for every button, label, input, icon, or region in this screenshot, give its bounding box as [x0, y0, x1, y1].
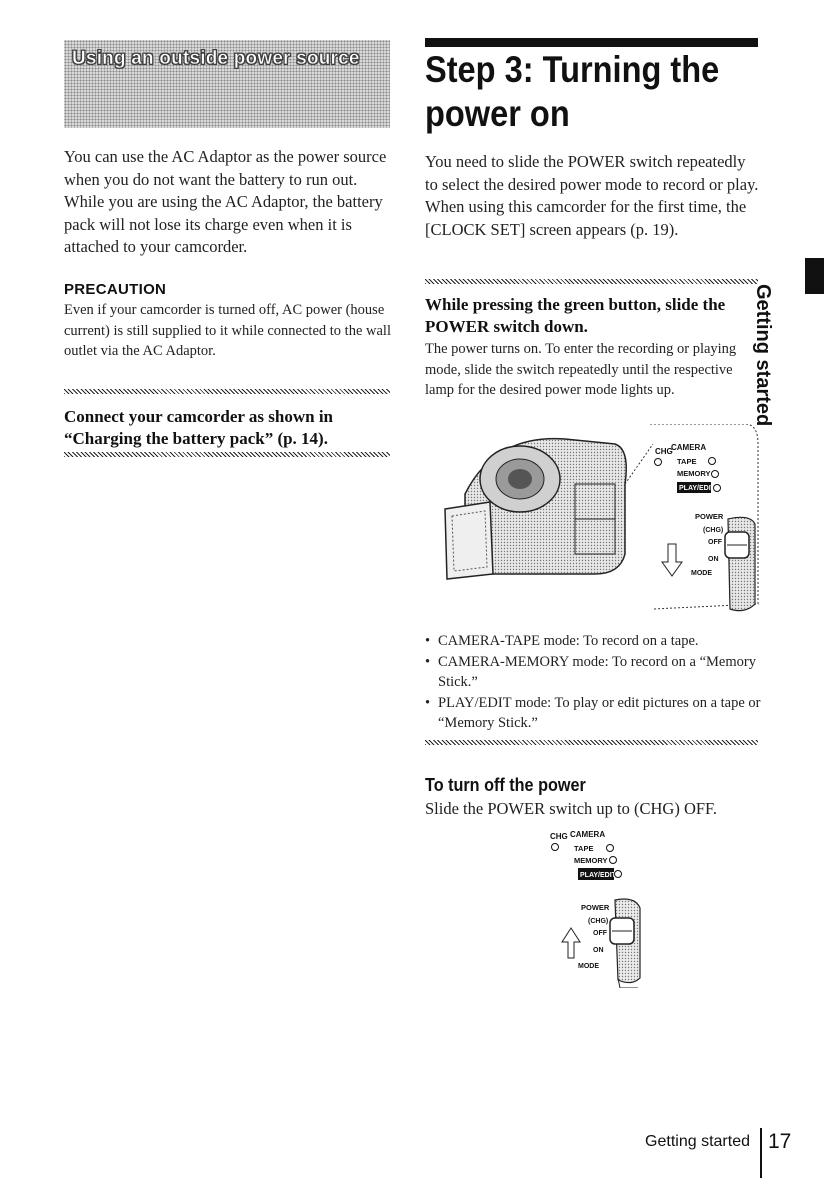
step-heading: While pressing the green button, slide the POWER switch down. [425, 295, 726, 336]
list-item: • PLAY/EDIT mode: To play or edit pictures on a tape or “Memory Stick.” [425, 693, 765, 734]
tape-label: TAPE [574, 844, 594, 853]
mode-label: MODE [691, 570, 712, 577]
divider [64, 389, 390, 394]
divider [64, 452, 390, 457]
footer-divider [760, 1128, 762, 1178]
section-banner [64, 40, 390, 128]
arrow-down-icon [662, 544, 682, 576]
chg-label: CHG [550, 832, 568, 841]
chg-paren-label: (CHG) [703, 527, 724, 534]
power-intro: You need to slide the POWER switch repeatedly to select the desired power mode to record or play. When using this camcorder for the first time, the [CLOCK SET] screen appears (p. 19). [425, 152, 759, 239]
turn-off-heading: To turn off the power [425, 775, 586, 795]
step-title: Step 3: Turning the power on [425, 49, 720, 134]
tape-label: TAPE [677, 457, 697, 466]
mode-list [425, 631, 765, 734]
turn-off-text: Slide the POWER switch up to (CHG) OFF. [425, 799, 718, 818]
connect-instruction: Connect your camcorder as shown in “Charging the battery pack” (p. 14). [64, 407, 334, 448]
chg-paren-label: (CHG) [588, 918, 609, 925]
camera-label: CAMERA [570, 830, 606, 839]
adaptor-intro: You can use the AC Adaptor as the power source when you do not want the battery to run out. While you are using the AC Adaptor, the battery pack will not lose its charge even when it is attached to your camcorder. [64, 147, 387, 256]
on-label: ON [593, 947, 604, 954]
footer-section-label: Getting started [645, 1133, 750, 1150]
list-item: • CAMERA-TAPE mode: To record on a tape. [425, 631, 765, 652]
power-label: POWER [695, 512, 724, 521]
camcorder-illustration [425, 424, 760, 624]
list-item: • CAMERA-MEMORY mode: To record on a “Memory Stick.” [425, 652, 765, 693]
chg-label: CHG [655, 447, 673, 456]
divider [425, 740, 758, 745]
memory-label: MEMORY [677, 469, 711, 478]
banner-title: Using an outside power source [72, 48, 360, 69]
memory-label: MEMORY [574, 856, 608, 865]
precaution-text: Even if your camcorder is turned off, AC power (house current) is still supplied to it while connected to the wall outlet via the AC Adaptor. [64, 302, 391, 359]
on-label: ON [708, 556, 719, 563]
play-edit-label: PLAY/EDIT [679, 485, 715, 492]
camera-label: CAMERA [671, 443, 707, 452]
power-switch-off-illustration [540, 828, 670, 988]
off-label: OFF [708, 539, 722, 546]
step-text: The power turns on. To enter the recording or playing mode, slide the switch repeatedly until the respective lamp for the desired power mode lights up. [425, 341, 737, 398]
step-title-bar [425, 38, 758, 47]
play-edit-label: PLAY/EDIT [580, 872, 616, 879]
section-tab-marker [805, 258, 824, 294]
precaution-heading: PRECAUTION [64, 281, 167, 298]
off-label: OFF [593, 930, 607, 937]
power-label: POWER [581, 903, 610, 912]
page-number: 17 [768, 1130, 792, 1153]
sidebar-section-label: Getting started [752, 284, 774, 427]
mode-label: MODE [578, 963, 599, 970]
divider [425, 279, 758, 284]
arrow-up-icon [562, 928, 580, 958]
